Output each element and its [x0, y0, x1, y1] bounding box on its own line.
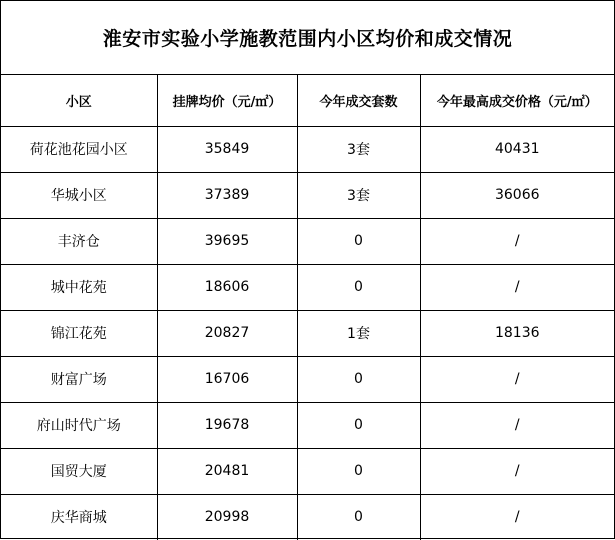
cell-listing-price: 39695 [157, 218, 297, 264]
cell-listing-price: 16706 [157, 356, 297, 402]
cell-max-deal-price: / [420, 264, 614, 310]
cell-deals-count: 0 [297, 218, 420, 264]
price-table [1, 75, 614, 540]
cell-deals-count: 0 [297, 402, 420, 448]
table-row [1, 264, 614, 310]
header-listing-price: 挂牌均价（元/㎡） [157, 75, 297, 126]
cell-max-deal-price: / [420, 356, 614, 402]
cell-community: 荷花池花园小区 [1, 126, 157, 172]
header-row [1, 75, 614, 126]
table-row [1, 402, 614, 448]
cell-deals-count: 0 [297, 448, 420, 494]
cell-listing-price: 18606 [157, 264, 297, 310]
header-community: 小区 [1, 75, 157, 126]
table-row [1, 126, 614, 172]
cell-community: 庆华商城 [1, 494, 157, 540]
cell-deals-count: 1套 [297, 310, 420, 356]
cell-max-deal-price: / [420, 448, 614, 494]
cell-deals-count: 0 [297, 356, 420, 402]
cell-max-deal-price: 40431 [420, 126, 614, 172]
cell-max-deal-price: 36066 [420, 172, 614, 218]
table-row [1, 172, 614, 218]
cell-community: 财富广场 [1, 356, 157, 402]
table-row [1, 356, 614, 402]
cell-community: 华城小区 [1, 172, 157, 218]
cell-deals-count: 0 [297, 494, 420, 540]
cell-max-deal-price: / [420, 218, 614, 264]
cell-deals-count: 3套 [297, 172, 420, 218]
table-title: 淮安市实验小学施教范围内小区均价和成交情况 [1, 1, 614, 75]
header-max-deal-price: 今年最高成交价格（元/㎡） [420, 75, 614, 126]
cell-deals-count: 3套 [297, 126, 420, 172]
cell-listing-price: 20998 [157, 494, 297, 540]
table-row [1, 448, 614, 494]
header-deals-count: 今年成交套数 [297, 75, 420, 126]
cell-listing-price: 19678 [157, 402, 297, 448]
table-row [1, 218, 614, 264]
table-row [1, 494, 614, 540]
cell-max-deal-price: / [514, 509, 520, 526]
cell-listing-price: 20827 [157, 310, 297, 356]
cell-max-deal-price: / [420, 402, 614, 448]
cell-community: 府山时代广场 [1, 402, 157, 448]
cell-max-deal-price: 18136 [420, 310, 614, 356]
cell-community: 城中花苑 [1, 264, 157, 310]
cell-community: 丰济仓 [1, 218, 157, 264]
cell-listing-price: 37389 [157, 172, 297, 218]
cell-listing-price: 35849 [157, 126, 297, 172]
table-row [1, 310, 614, 356]
cell-listing-price: 20481 [157, 448, 297, 494]
cell-community: 国贸大厦 [1, 448, 157, 494]
cell-deals-count: 0 [297, 264, 420, 310]
cell-community: 锦江花苑 [1, 310, 157, 356]
